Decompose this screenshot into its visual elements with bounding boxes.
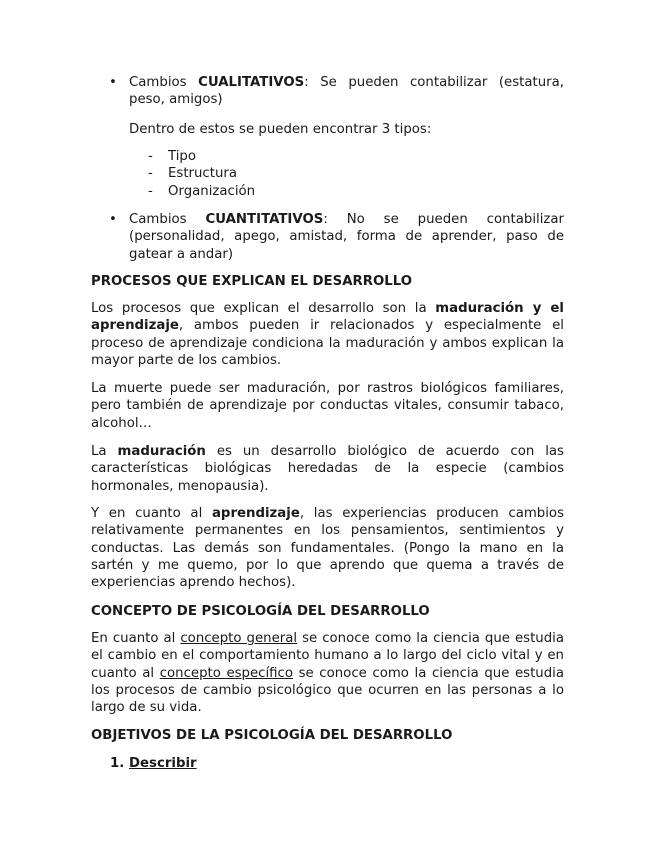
bullet-item-cuantitativos [129, 211, 564, 263]
list-item-describir: Describir [129, 756, 197, 771]
bold-term: maduración y el aprendizaje [91, 301, 564, 334]
text-span: La [91, 444, 118, 459]
dash-marker: - [148, 184, 153, 199]
section-heading-concepto: CONCEPTO DE PSICOLOGÍA DEL DESARROLLO [91, 604, 430, 619]
paragraph-procesos [91, 300, 564, 369]
bullet-description: : No se pueden contabilizar (personalidad, apego, amistad, forma de aprender, paso de gatear a andar) [129, 212, 565, 262]
text-span: En cuanto al [91, 631, 181, 646]
dash-marker: - [148, 149, 153, 164]
bullet-bold-term: CUALITATIVOS [198, 75, 305, 90]
text-span: se conoce como la ciencia que estudia los procesos de cambio psicológico que ocurren en las personas a lo largo de su vida. [91, 665, 565, 716]
dash-marker: - [148, 166, 153, 181]
bullet-bold-term: CUANTITATIVOS [205, 212, 324, 227]
list-number: 1. [110, 756, 125, 771]
bullet-description: : Se pueden contabilizar (estatura, peso, amigos) [129, 75, 564, 108]
text-span: , ambos pueden ir relacionados y especialmente el proceso de aprendizaje condiciona la maduración y ambos explican la mayor parte de los cambios. [91, 318, 564, 368]
text-span: se conoce como la ciencia que estudia el cambio en el comportamiento humano a lo largo del ciclo vital y en cuanto al [91, 631, 565, 681]
underlined-term: concepto general [180, 631, 298, 646]
bold-term: maduración [117, 444, 206, 459]
paragraph-aprendizaje [91, 505, 564, 591]
type-item-tipo: Tipo [168, 149, 196, 164]
text-span: es un desarrollo biológico de acuerdo con las características biológicas heredadas de la especie (cambios hormonales, menopausia). [91, 444, 564, 494]
paragraph-concepto [91, 630, 564, 716]
text-span: Los procesos que explican el desarrollo son la [91, 301, 436, 316]
bullet-prefix: Cambios [129, 75, 199, 90]
bullet-prefix: Cambios [129, 212, 206, 227]
section-heading-procesos: PROCESOS QUE EXPLICAN EL DESARROLLO [91, 274, 413, 289]
text-span: Y en cuanto al [91, 506, 212, 521]
section-heading-objetivos: OBJETIVOS DE LA PSICOLOGÍA DEL DESARROLLO [91, 728, 453, 743]
type-item-estructura: Estructura [168, 166, 238, 181]
bullet-marker: • [109, 75, 117, 90]
bold-term: aprendizaje [211, 506, 300, 521]
bullet-marker: • [109, 212, 117, 227]
paragraph-maduracion [91, 443, 564, 495]
type-item-organizacion: Organización [168, 184, 256, 199]
bullet-item-cualitativos [129, 74, 564, 109]
text-span: , las experiencias producen cambios relativamente permanentes en los pensamientos, sentimientos y conductas. Las demás son fundamentales. (Pongo la mano en la sartén y me quemo, por lo que aprendo que quema a través de experiencias aprendo hechos). [91, 506, 564, 591]
underlined-term: concepto específico [159, 665, 294, 681]
paragraph-muerte: La muerte puede ser maduración, por rastros biológicos familiares, pero también de aprendizaje por conductas vitales, consumir tabaco, alcohol… [91, 381, 564, 431]
types-intro: Dentro de estos se pueden encontrar 3 tipos: [129, 122, 432, 137]
